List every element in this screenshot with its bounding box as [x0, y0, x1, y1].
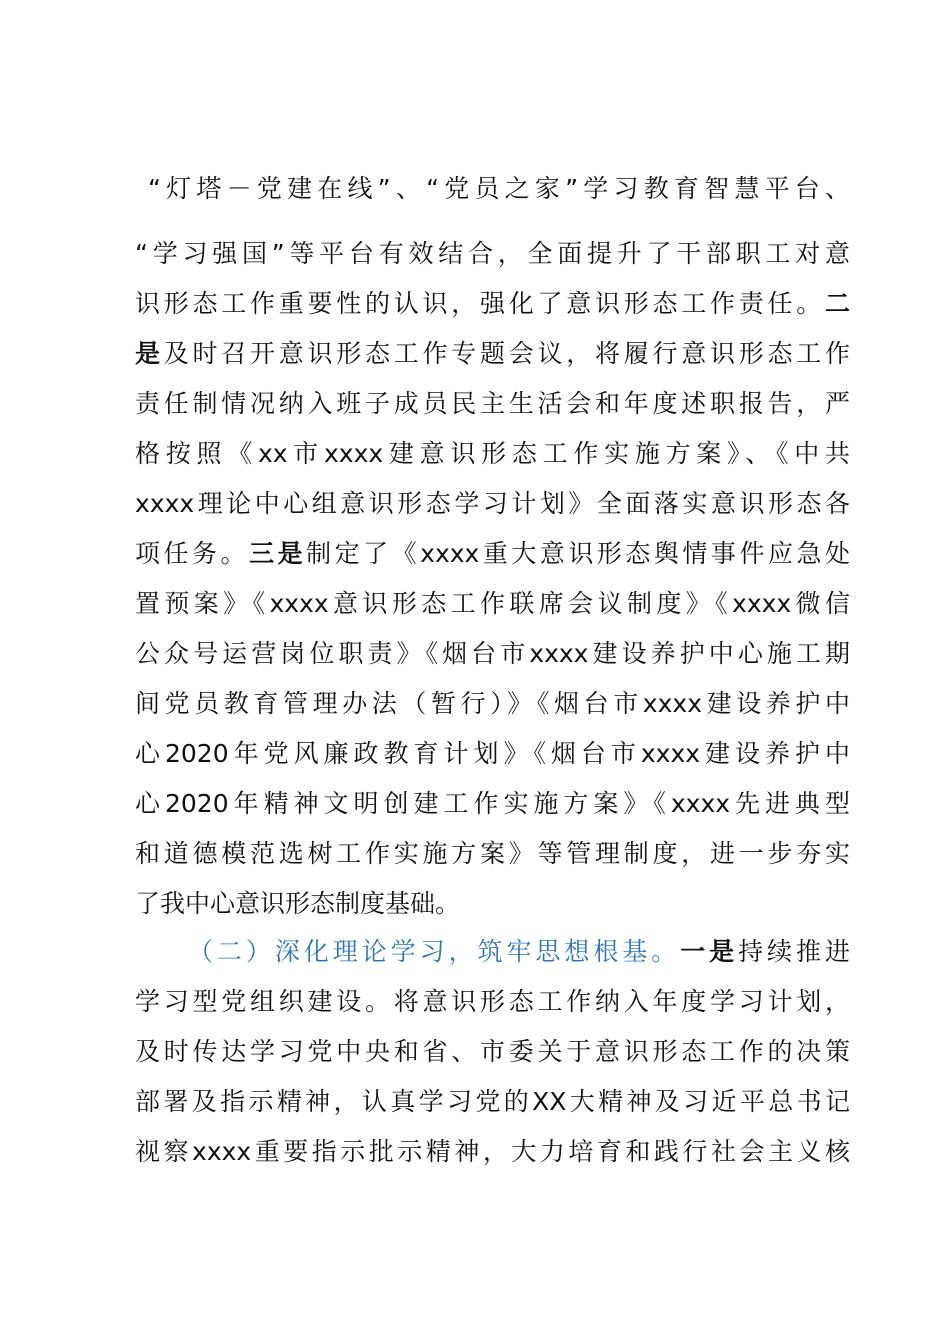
text-run: 了我中心意识形态制度基础。: [135, 889, 461, 918]
text-run: xxxx理论中心组意识形态学习计划》全面落实意识形态各: [135, 489, 850, 518]
paragraph-line: [148, 164, 850, 214]
paragraph-line: [135, 1077, 850, 1127]
text-run: 制定了《xxxx重大意识形态舆情事件应急处: [306, 539, 850, 568]
bold-marker: 二: [824, 289, 850, 318]
paragraph-line: [135, 829, 850, 879]
paragraph-line: [135, 1027, 850, 1077]
paragraph-line: [135, 879, 850, 929]
paragraph-line: [135, 779, 850, 829]
bold-marker: 三是: [249, 539, 307, 568]
section-heading: （二）深化理论学习，筑牢思想根基。: [188, 937, 681, 966]
text-run: 心2020年党风廉政教育计划》《烟台市xxxx建设养护中: [135, 739, 850, 768]
text-run: 项任务。: [135, 539, 250, 568]
text-run: 和道德模范选树工作实施方案》等管理制度，进一步夯实: [135, 839, 850, 868]
paragraph-line: [135, 629, 850, 679]
paragraph-line: [135, 1127, 850, 1177]
text-run: “学习强国”等平台有效结合，全面提升了干部职工对意: [135, 239, 850, 268]
paragraph-line: [135, 329, 850, 379]
paragraph-line: [135, 729, 850, 779]
text-run: 学习型党组织建设。将意识形态工作纳入年度学习计划，: [135, 987, 850, 1016]
text-run: 间党员教育管理办法（暂行）》《烟台市xxxx建设养护中: [135, 689, 850, 718]
text-run: 置预案》《xxxx意识形态工作联席会议制度》《xxxx微信: [135, 589, 850, 618]
paragraph-line: [135, 429, 850, 479]
bold-marker: 一是: [680, 937, 739, 966]
paragraph-line: [135, 479, 850, 529]
text-run: “灯塔－党建在线”、“党员之家”学习教育智慧平台、: [148, 174, 850, 203]
text-run: 持续推进: [738, 937, 850, 966]
text-run: 心2020年精神文明创建工作实施方案》《xxxx先进典型: [135, 789, 850, 818]
paragraph-line: [135, 977, 850, 1027]
paragraph-line: [135, 229, 850, 279]
text-run: 部署及指示精神，认真学习党的XX大精神及习近平总书记: [135, 1087, 850, 1116]
text-run: 视察xxxx重要指示批示精神，大力培育和践行社会主义核: [135, 1137, 850, 1166]
paragraph-line: [135, 679, 850, 729]
text-run: 责任制情况纳入班子成员民主生活会和年度述职报告，严: [135, 389, 850, 418]
paragraph-line: [135, 379, 850, 429]
text-run: 及时传达学习党中央和省、市委关于意识形态工作的决策: [135, 1037, 850, 1066]
bold-marker: 是: [135, 339, 164, 368]
paragraph-line: [135, 529, 850, 579]
section-heading-line: [188, 927, 850, 977]
text-run: 公众号运营岗位职责》《烟台市xxxx建设养护中心施工期: [135, 639, 850, 668]
paragraph-line: [135, 279, 850, 329]
text-run: 及时召开意识形态工作专题会议，将履行意识形态工作: [163, 339, 850, 368]
text-run: 识形态工作重要性的认识，强化了意识形态工作责任。: [135, 289, 825, 318]
paragraph-line: [135, 579, 850, 629]
text-run: 格按照《xx市xxxx建意识形态工作实施方案》、《中共: [135, 439, 850, 468]
